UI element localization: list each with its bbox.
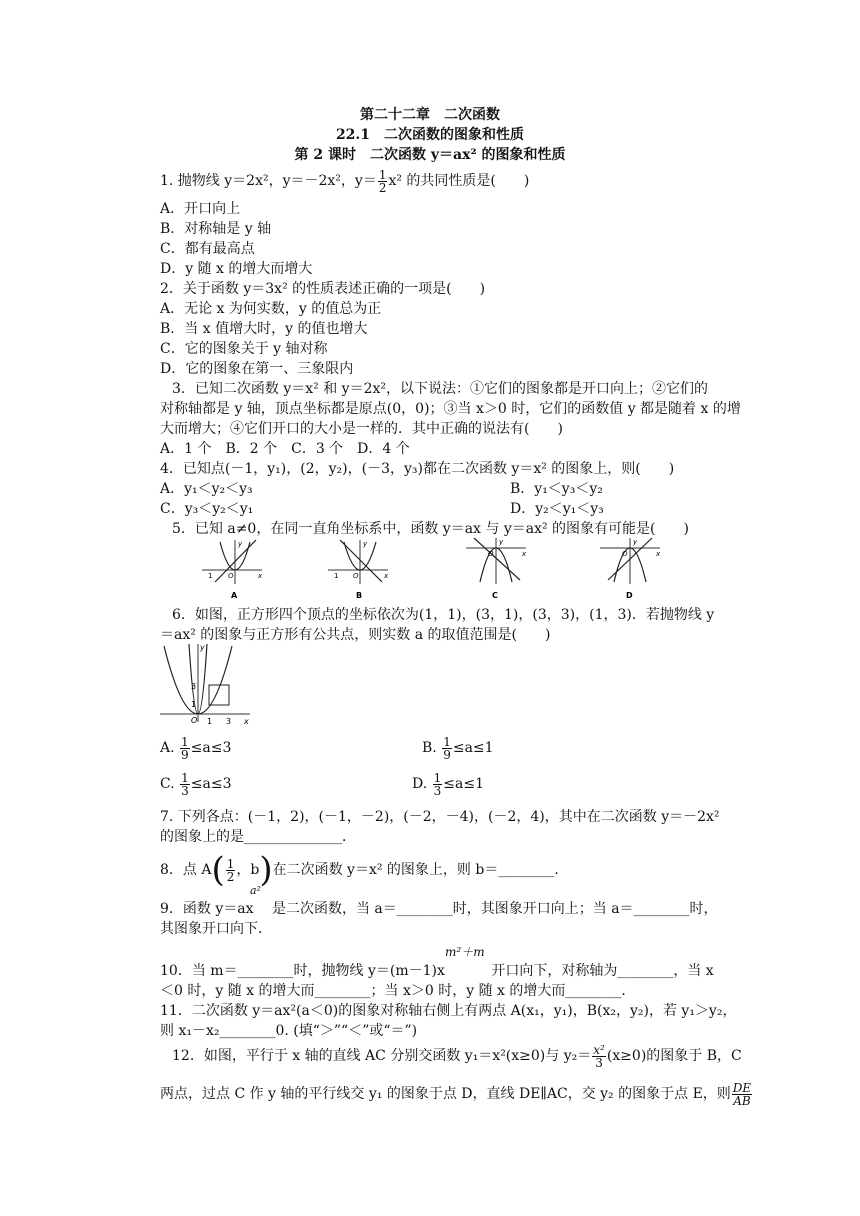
svg-text:1: 1	[191, 700, 197, 709]
svg-text:O: O	[488, 550, 494, 558]
question-4-stem: 4．已知点(－1，y₁)，(2，y₂)，(－3，y₃)都在二次函数 y＝x² 的图象上，则( )	[160, 461, 675, 477]
svg-text:x: x	[244, 717, 249, 726]
fraction: $\frac{1}{2}$	[378, 167, 387, 195]
question-8: 8．点 A( $\frac{1}{2}$ ，b)在二次函数 y＝x² 的图象上，则 b＝________．	[160, 850, 569, 890]
q6-option-c: C. $\frac{1}{3}$ ≤a≤3	[160, 770, 232, 798]
q6-option-d: D. $\frac{1}{3}$ ≤a≤1	[412, 770, 484, 798]
svg-text:y: y	[499, 538, 504, 546]
q6-figure	[158, 640, 258, 726]
question-3-line-1: 3．已知二次函数 y＝x² 和 y＝2x²，以下说法：①它们的图象都是开口向上；②它们的	[172, 381, 708, 397]
question-7-line-2: 的图象上的是______________．	[160, 829, 356, 845]
svg-text:1: 1	[334, 572, 339, 580]
q2-option-c: C．它的图象关于 y 轴对称	[160, 341, 328, 357]
q1-option-a: A．开口向上	[160, 201, 241, 217]
q4-option-c: C．y₃＜y₂＜y₁	[160, 501, 254, 517]
question-12-line-1: 12．如图，平行于 x 轴的直线 AC 分别交函数 y₁＝x²(x≥0)与 y₂＝ $\frac{\text{x²}}{3}$ (x≥0)的图象于 B，C	[172, 1042, 742, 1070]
question-9-line-1: 9．函数 y＝ax 是二次函数，当 a＝________时，其图象开口向上；当 a＝________时，	[160, 901, 718, 917]
question-6-line-2: ＝ax² 的图象与正方形有公共点，则实数 a 的取值范围是( )	[160, 627, 551, 643]
section-title: 22.1 二次函数的图象和性质	[335, 127, 525, 143]
q5-graph-c	[466, 538, 527, 600]
svg-text:1: 1	[208, 572, 213, 580]
svg-text:x: x	[656, 550, 661, 558]
q1-option-c: C．都有最高点	[160, 241, 255, 257]
q5-graph-b	[328, 540, 389, 600]
q4-option-d: D．y₂＜y₁＜y₃	[510, 501, 604, 517]
q10-exponent: m²＋m	[445, 945, 485, 959]
question-5-stem: 5．已知 a≠0，在同一直角坐标系中，函数 y＝ax 与 y＝ax² 的图象有可能是( )	[172, 521, 689, 537]
q5-label-a: A	[231, 591, 238, 600]
svg-text:y: y	[363, 540, 368, 548]
chapter-title: 第二十二章 二次函数	[360, 107, 500, 123]
svg-text:x: x	[522, 550, 527, 558]
question-10-line-2: ＜0 时，y 随 x 的增大而________；当 x＞0 时，y 随 x 的增大而________．	[160, 983, 636, 999]
svg-text:O: O	[228, 572, 234, 580]
q5-graph-d	[600, 538, 661, 600]
svg-text:y: y	[238, 540, 243, 548]
question-11-line-1: 11．二次函数 y＝ax²(a＜0)的图象对称轴右侧上有两点 A(x₁，y₁)，B(x₂，y₂)，若 y₁＞y₂，	[160, 1003, 737, 1019]
svg-text:O: O	[191, 716, 198, 725]
svg-text:y: y	[633, 538, 638, 546]
question-6-line-1: 6．如图，正方形四个顶点的坐标依次为(1，1)，(3，1)，(3，3)，(1，3)．若抛物线 y	[172, 607, 715, 623]
question-11-line-2: 则 x₁－x₂________0. (填“＞”“＜”或“＝”)	[160, 1023, 418, 1039]
q5-option-graphs	[190, 536, 670, 602]
lesson-title: 第 2 课时 二次函数 y＝ax² 的图象和性质	[294, 147, 566, 163]
q2-option-a: A．无论 x 为何实数，y 的值总为正	[160, 301, 382, 317]
question-10-line-1: 10．当 m＝________时，抛物线 y＝(m－1)x 开口向下，对称轴为________，当 x	[160, 963, 714, 979]
svg-text:O: O	[353, 572, 359, 580]
question-2-stem: 2．关于函数 y＝3x² 的性质表述正确的一项是( )	[160, 281, 486, 297]
q4-option-a: A．y₁＜y₂＜y₃	[160, 481, 253, 497]
q4-option-b: B．y₁＜y₃＜y₂	[510, 481, 603, 497]
q5-label-b: B	[356, 591, 363, 600]
question-12-line-2: 两点，过点 C 作 y 轴的平行线交 y₁ 的图象于点 D，直线 DE∥AC，交 y₂ 的图象于点 E，则 $\frac{DE}{AB}$	[160, 1080, 752, 1108]
q5-label-c: C	[492, 591, 498, 600]
q3-options: A．1 个 B．2 个 C．3 个 D．4 个	[160, 441, 410, 457]
q2-option-b: B．当 x 值增大时，y 的值也增大	[160, 321, 368, 337]
question-9-line-2: 其图象开口向下．	[160, 921, 272, 937]
q1-option-d: D．y 随 x 的增大而增大	[160, 261, 313, 277]
q1-option-b: B．对称轴是 y 轴	[160, 221, 272, 237]
question-7-line-1: 7. 下列各点：(－1，2)，(－1，－2)，(－2，－4)，(－2，4)，其中在二次函数 y＝－2x²	[160, 809, 720, 825]
question-1-stem: 1. 抛物线 y＝2x²，y＝－2x²，y＝ $\frac{1}{2}$ x² 的共同性质是( )	[160, 167, 530, 195]
question-3-line-3: 大而增大；④它们开口的大小是一样的．其中正确的说法有( )	[160, 421, 563, 437]
q2-option-d: D．它的图象在第一、三象限内	[160, 361, 354, 377]
svg-text:O: O	[622, 550, 628, 558]
svg-text:x: x	[258, 572, 263, 580]
svg-text:y: y	[200, 643, 205, 652]
q9-exponent: a²	[250, 884, 261, 897]
q6-option-a: A. $\frac{1}{9}$ ≤a≤3	[160, 734, 232, 762]
svg-text:x: x	[384, 572, 389, 580]
question-3-line-2: 对称轴都是 y 轴，顶点坐标都是原点(0，0)；③当 x＞0 时，它们的函数值 y 都是随着 x 的增	[160, 401, 741, 417]
q6-option-b: B. $\frac{1}{9}$ ≤a≤1	[422, 734, 494, 762]
q5-label-d: D	[626, 591, 633, 600]
q5-graph-a	[202, 540, 263, 600]
svg-text:3: 3	[191, 682, 197, 691]
svg-text:1: 1	[207, 717, 213, 726]
svg-text:3: 3	[226, 717, 232, 726]
